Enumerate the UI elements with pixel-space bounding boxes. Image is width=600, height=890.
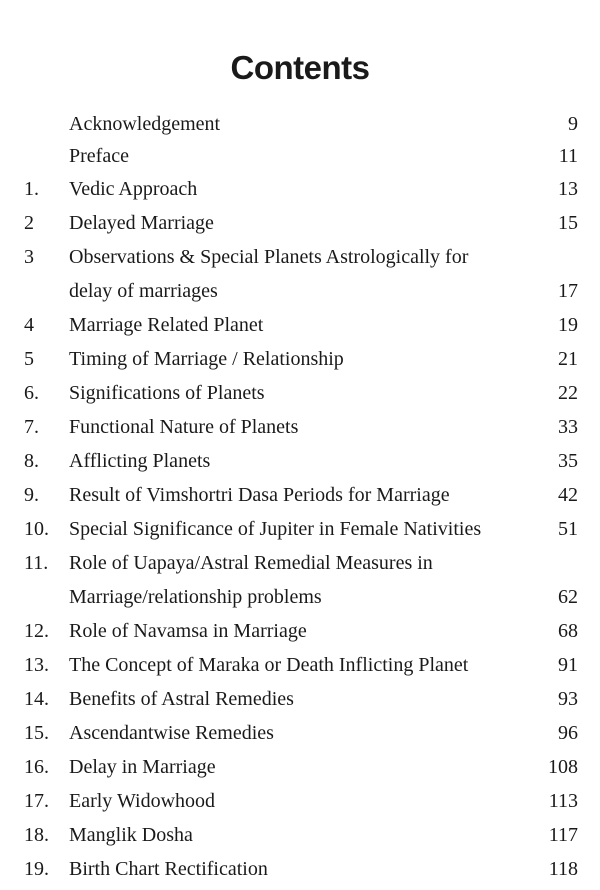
toc-entry-number: 4 — [24, 314, 34, 336]
toc-entry-page-number: 21 — [558, 348, 578, 370]
toc-entry-title-line: Vedic Approach — [69, 178, 198, 200]
toc-entry — [0, 716, 600, 750]
toc-entry — [0, 512, 600, 546]
toc-entry-title-line: Special Significance of Jupiter in Female Nativities — [69, 518, 482, 540]
toc-entry-page-number: 9 — [568, 113, 578, 135]
toc-entry-title-line: Early Widowhood — [69, 790, 216, 812]
toc-entry — [0, 308, 600, 342]
toc-entry-title — [69, 410, 298, 444]
toc-entry-number: 9. — [24, 484, 39, 506]
toc-entry-title — [69, 682, 294, 716]
toc-entry-page-number: 96 — [558, 722, 578, 744]
toc-entry-title — [69, 784, 215, 818]
toc-entry-title — [69, 546, 539, 614]
toc-entry-title — [69, 108, 220, 140]
toc-entry — [0, 206, 600, 240]
toc-entry-number: 18. — [24, 824, 49, 846]
toc-entry-page-number: 33 — [558, 416, 578, 438]
toc-entry-title — [69, 206, 214, 240]
toc-entry-number: 7. — [24, 416, 39, 438]
toc-entry-number: 12. — [24, 620, 49, 642]
page-title: Contents — [230, 49, 370, 86]
toc-entry-title — [69, 614, 307, 648]
toc-entry-page-number: 22 — [558, 382, 578, 404]
toc-entry-page-number: 108 — [548, 756, 578, 778]
toc-entry-title-line: Timing of Marriage / Relationship — [69, 348, 344, 370]
toc-entry-title — [69, 750, 216, 784]
toc-entry-page-number: 35 — [558, 450, 578, 472]
toc-entry-page-number: 113 — [548, 790, 578, 812]
toc-entry-title-line: Role of Uapaya/Astral Remedial Measures in — [69, 552, 433, 574]
toc-entry-title-line: Observations & Special Planets Astrologically for — [69, 246, 469, 268]
toc-entry-title — [69, 818, 193, 852]
toc-entry-title — [69, 444, 210, 478]
toc-entry-title — [69, 716, 274, 750]
toc-entry-title-line: Result of Vimshortri Dasa Periods for Marriage — [69, 484, 450, 506]
toc-entry-title-line: Role of Navamsa in Marriage — [69, 620, 307, 642]
toc-entry-number: 17. — [24, 790, 49, 812]
toc-entry-title-line: Delayed Marriage — [69, 212, 214, 234]
toc-entry — [0, 546, 600, 614]
toc-entry-title-line: Acknowledgement — [69, 113, 221, 135]
toc-entry-page-number: 15 — [558, 212, 578, 234]
toc-entry-title-line: Afflicting Planets — [69, 450, 211, 472]
toc-entry-number: 14. — [24, 688, 49, 710]
toc-entry-title-line: Functional Nature of Planets — [69, 416, 299, 438]
toc-entry — [0, 682, 600, 716]
toc-entry-page-number: 118 — [548, 858, 578, 880]
toc-entry-number: 10. — [24, 518, 49, 540]
toc-entry-title-line: Manglik Dosha — [69, 824, 193, 846]
toc-entry-title-line: The Concept of Maraka or Death Inflicting Planet — [69, 654, 469, 676]
toc-entry — [0, 240, 600, 308]
toc-entry-title-line: Preface — [69, 145, 129, 167]
toc-entry-title — [69, 342, 344, 376]
table-of-contents — [0, 108, 600, 886]
toc-entry-page-number: 62 — [558, 586, 578, 608]
toc-entry-page-number: 17 — [558, 280, 578, 302]
toc-entry — [0, 140, 600, 172]
toc-entry-title — [69, 648, 468, 682]
toc-entry-page-number: 117 — [548, 824, 578, 846]
toc-entry-page-number: 42 — [558, 484, 578, 506]
toc-entry-title-line: Birth Chart Rectification — [69, 858, 268, 880]
toc-entry — [0, 108, 600, 140]
toc-entry — [0, 410, 600, 444]
toc-entry-page-number: 13 — [558, 178, 578, 200]
toc-entry-title — [69, 240, 539, 308]
toc-entry-number: 2 — [24, 212, 34, 234]
toc-entry-number: 8. — [24, 450, 39, 472]
toc-entry-page-number: 93 — [558, 688, 578, 710]
toc-entry-number: 1. — [24, 178, 39, 200]
toc-entry-number: 19. — [24, 858, 49, 880]
toc-entry — [0, 376, 600, 410]
toc-entry-title — [69, 172, 197, 206]
toc-entry — [0, 172, 600, 206]
toc-entry-title — [69, 140, 129, 172]
toc-entry-title — [69, 512, 481, 546]
toc-entry-page-number: 11 — [558, 145, 578, 167]
toc-entry — [0, 342, 600, 376]
toc-entry-number: 3 — [24, 246, 34, 268]
toc-entry — [0, 750, 600, 784]
toc-entry-number: 5 — [24, 348, 34, 370]
toc-entry-number: 16. — [24, 756, 49, 778]
toc-entry-number: 15. — [24, 722, 49, 744]
toc-entry — [0, 784, 600, 818]
toc-entry-page-number: 91 — [558, 654, 578, 676]
toc-entry — [0, 818, 600, 852]
toc-entry-page-number: 68 — [558, 620, 578, 642]
toc-entry — [0, 444, 600, 478]
toc-entry — [0, 614, 600, 648]
toc-entry-title-line: Marriage Related Planet — [69, 314, 264, 336]
toc-entry-title-line: delay of marriages — [69, 280, 218, 302]
toc-entry-title-line: Significations of Planets — [69, 382, 265, 404]
toc-entry-number: 6. — [24, 382, 39, 404]
toc-entry-page-number: 51 — [558, 518, 578, 540]
toc-entry-page-number: 19 — [558, 314, 578, 336]
toc-entry — [0, 648, 600, 682]
toc-entry-title — [69, 308, 263, 342]
toc-entry-title-line: Marriage/relationship problems — [69, 586, 322, 608]
toc-entry — [0, 852, 600, 886]
toc-entry-title — [69, 376, 265, 410]
toc-entry-title-line: Ascendantwise Remedies — [69, 722, 274, 744]
toc-entry-number: 11. — [24, 552, 49, 574]
toc-entry-title — [69, 852, 268, 886]
toc-entry-title-line: Benefits of Astral Remedies — [69, 688, 294, 710]
toc-entry-title-line: Delay in Marriage — [69, 756, 216, 778]
toc-entry-number: 13. — [24, 654, 49, 676]
toc-entry-title — [69, 478, 450, 512]
toc-entry — [0, 478, 600, 512]
